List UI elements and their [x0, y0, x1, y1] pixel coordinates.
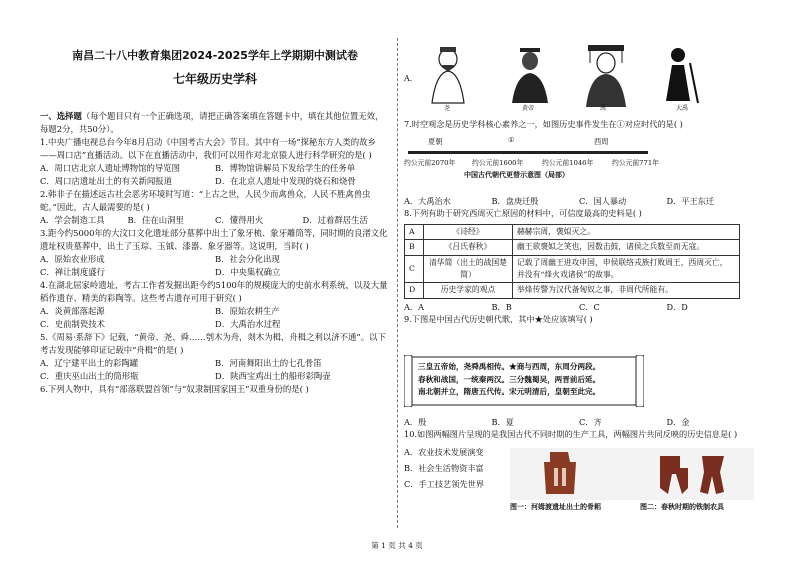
- option-d[interactable]: D．金: [666, 417, 690, 427]
- option-a[interactable]: A．大禹治水: [404, 196, 451, 206]
- option-b[interactable]: B．B: [491, 301, 512, 312]
- question-1-stem: 1.中央广播电视总台今年8月启动《中国考古大会》节目。其中有一场“探秘东方人类的故乡——周口店”直播活动。以下在直播活动中，我们可以用作对北京猿人进行科学研究的是( ): [40, 137, 376, 160]
- question-2-stem: 2.韩非子在描述远古社会恶劣环境时写道：“上古之世，人民少而禽兽众，人民不胜禽兽虫蛇。”因此，古人最需要的是( ): [40, 189, 371, 212]
- option-b[interactable]: B．原始农耕生产: [215, 306, 280, 316]
- option-c[interactable]: C．重庆巫山出土的筒形瓶: [40, 371, 139, 381]
- timeline-label-xia: 夏朝: [428, 137, 443, 146]
- question-7-stem: 7.时空观念是历史学科核心素养之一，如图历史事件发生在①对应时代的是( ): [404, 119, 683, 129]
- option-b[interactable]: B．盘庚迁殷: [491, 196, 539, 206]
- question-3-options: [40, 253, 390, 266]
- portrait-dayu-figure: [652, 43, 704, 109]
- question-10-options: [404, 444, 514, 492]
- figure-option-a[interactable]: A．: [404, 74, 418, 83]
- question-9-options: [404, 416, 754, 428]
- option-c[interactable]: C．周口店遗址出土的有关新闻报道: [40, 176, 173, 186]
- timeline-date-4: 约公元前771年: [612, 159, 659, 167]
- question-5-stem: 5.《周易·系辞下》记载，“黄帝、尧、舜……刳木为舟，剡木为楫，舟楫之利以济不通”。以下考古发现能够印证记载中“舟楫”的是( ): [40, 332, 386, 355]
- option-a[interactable]: A．周口店北京人遗址博物馆的导览图: [40, 163, 181, 173]
- option-d[interactable]: D．大禹治水过程: [215, 319, 281, 329]
- section-heading: 一、选择题（每个题目只有一个正确选项，请把正确答案填在答题卡中，填在其他位置无效，每题2分，共50分）。: [40, 111, 384, 134]
- question-6-stem: 6.下列人物中，具有“部落联盟首领”与“奴隶制国家国王”双重身份的是( ): [40, 384, 309, 394]
- option-a[interactable]: A．学会制造工具: [40, 215, 105, 225]
- portrait-yao-figure: [422, 43, 474, 109]
- option-a[interactable]: A．殷: [404, 417, 427, 427]
- question-10-stem: 10.如图两幅图片呈现的是我国古代不同时期的生产工具，两幅图片共同反映的历史信息是( ): [404, 429, 738, 440]
- option-a[interactable]: A．辽宁建平出土的彩陶罐: [40, 358, 139, 368]
- question-9-stem: 9.下图是中国古代历史朝代歌，其中★处应该填写( ): [404, 314, 593, 325]
- question-6-figures: [404, 43, 754, 115]
- left-column: [40, 110, 390, 396]
- portrait-huangdi-label: 黄帝: [522, 105, 535, 112]
- timeline-caption: 中国古代朝代更替示意图（局部）: [464, 170, 569, 179]
- timeline-label-xizhou: 西周: [594, 137, 609, 146]
- option-d[interactable]: D．过着群居生活: [302, 215, 368, 225]
- timeline-bar: [408, 151, 648, 154]
- option-c[interactable]: C．齐: [579, 417, 602, 427]
- question-4-options: [40, 305, 390, 318]
- question-7-8-block: [404, 195, 754, 326]
- dynasty-song-scroll: [404, 355, 644, 407]
- option-c[interactable]: C．C: [579, 301, 600, 312]
- table-row: C 清华简（出土的战国楚简） 记载了周幽王进攻申国，申侯联络戎族打败周王，西周灭亡，并没有“烽火戏诸侯”的故事。: [405, 255, 740, 283]
- option-b[interactable]: B．博物馆讲解员下发给学生的任务单: [215, 163, 356, 173]
- tool-caption-2: 图二：春秋时期的铁制农具: [640, 502, 724, 511]
- option-b[interactable]: B．社会分化出现: [215, 254, 280, 264]
- option-a[interactable]: A．A: [404, 301, 425, 312]
- option-c[interactable]: C．禅让制度盛行: [40, 267, 106, 277]
- option-a[interactable]: A．农业技术发展演变: [404, 446, 484, 457]
- question-8-stem: 8.下列有助于研究西周灭亡原因的材料中，可信度最高的史料是( ): [404, 208, 642, 219]
- option-b[interactable]: B．社会生活物资丰富: [404, 462, 484, 473]
- tool-caption-1: 图一：河姆渡遗址出土的骨耜: [510, 502, 601, 511]
- option-c[interactable]: C．懂得用火: [215, 215, 264, 225]
- question-2-options: [40, 214, 390, 227]
- question-7-timeline: [404, 133, 754, 183]
- option-c[interactable]: C．国人暴动: [579, 196, 627, 206]
- option-d[interactable]: D．平王东迁: [666, 196, 715, 206]
- portrait-huangdi-figure: [504, 43, 556, 109]
- question-8-table: [404, 224, 740, 299]
- option-c[interactable]: C．史前制瓷技术: [40, 319, 106, 329]
- poem-line: 三皇五帝始，尧舜禹相传。★商与西周，东周分两段。: [418, 362, 601, 371]
- option-c[interactable]: C．手工技艺领先世界: [404, 478, 484, 489]
- option-b[interactable]: B．住在山洞里: [127, 215, 184, 225]
- option-d[interactable]: D．在北京人遗址中发现的烧石和烧骨: [215, 176, 356, 186]
- table-row: A 《诗经》 赫赫宗周，褒姒灭之。: [405, 224, 740, 239]
- question-7-options: [404, 195, 754, 207]
- portrait-yu-label: 禹: [600, 105, 607, 112]
- timeline-date-2: 约公元前1600年: [472, 159, 524, 167]
- exam-title: 南昌二十八中教育集团2024-2025学年上学期期中测试卷: [72, 49, 358, 62]
- exam-subtitle: 七年级历史学科: [172, 72, 257, 86]
- table-row: D 历史学家的观点 举烽传警为汉代备匈奴之事，非周代所能有。: [405, 283, 740, 298]
- option-b[interactable]: B．河南舞阳出土的七孔骨笛: [215, 358, 322, 368]
- poem-line: 南北朝并立，隋唐五代传。宋元明清后，皇朝至此完。: [418, 387, 601, 396]
- option-d[interactable]: D．陕西宝鸡出土的船形彩陶壶: [215, 371, 331, 381]
- timeline-date-1: 约公元前2070年: [404, 159, 456, 167]
- portrait-dayu-label: 大禹: [676, 105, 689, 112]
- column-divider: [397, 38, 398, 528]
- option-a[interactable]: A．炎黄部落起源: [40, 306, 105, 316]
- poem-line: 春秋和战国，一统秦两汉。三分魏蜀吴，两晋前后延。: [418, 374, 601, 384]
- question-3-stem: 3.距今约5000年的大汶口文化遗址部分墓葬中出土了象牙梳、象牙雕筒等，同时期的良渚文化遗址权贵墓葬中，出土了玉琮、玉钺、漆器、象牙器等。这说明，当时( ): [40, 228, 388, 251]
- option-d[interactable]: D．中央集权确立: [215, 267, 281, 277]
- timeline-date-3: 约公元前1046年: [542, 159, 594, 167]
- question-4-stem: 4.在湖北屈家岭遗址，考古工作者发掘出距今约5100年的规模庞大的史前水利系统，以及大量稻作遗存、精美的彩陶等。这些考古遗存可用于研究( ): [40, 280, 388, 303]
- question-5-options: [40, 357, 390, 370]
- portrait-yu-figure: [580, 43, 632, 109]
- question-1-options: [40, 162, 390, 175]
- poem-text: [418, 361, 600, 399]
- question-8-options: [404, 301, 754, 313]
- option-a[interactable]: A．原始农业形成: [40, 254, 105, 264]
- farm-tools-figures: [510, 448, 754, 514]
- option-b[interactable]: B．夏: [491, 417, 514, 427]
- portrait-yao-label: 尧: [444, 105, 451, 112]
- table-row: B 《吕氏春秋》 幽王欲褒姒之笑也，因数击鼓，诸侯之兵数至而无寇。: [405, 240, 740, 255]
- option-d[interactable]: D．D: [666, 301, 688, 312]
- timeline-label-blank: ①: [508, 135, 515, 144]
- tool-images: [510, 448, 754, 500]
- page-footer: 第 1 页 共 4 页: [371, 541, 423, 550]
